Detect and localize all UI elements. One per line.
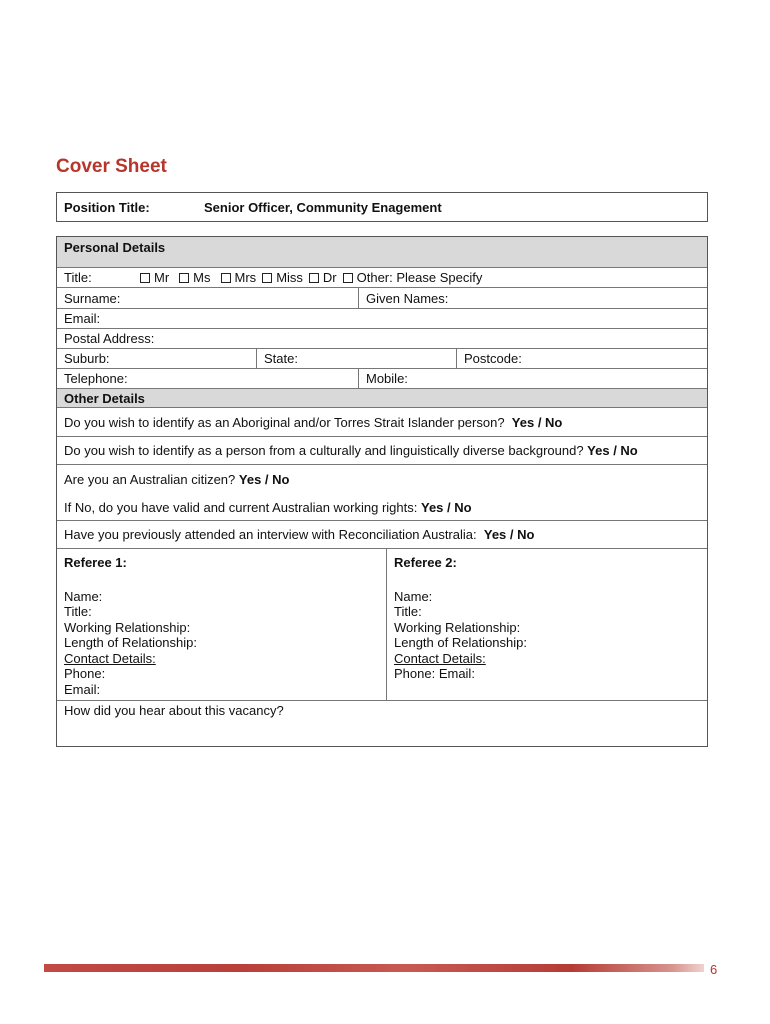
- spacer: [64, 571, 379, 589]
- referee-2-name: Name:: [394, 588, 433, 604]
- question-citizen-text: [57, 465, 707, 493]
- referee-1-title: Title:: [64, 604, 92, 619]
- checkbox-icon[interactable]: [343, 273, 353, 283]
- yes-no-answer[interactable]: Yes / No: [483, 527, 535, 542]
- referee-1-phone: Phone:: [64, 666, 106, 681]
- referee-2-header: Referee 2:: [394, 555, 457, 570]
- application-form: [56, 236, 708, 747]
- question-aboriginal: [57, 407, 707, 436]
- given-names-field[interactable]: Given Names:: [358, 288, 707, 308]
- title-option-dr[interactable]: Dr: [303, 270, 337, 285]
- checkbox-icon[interactable]: [179, 273, 189, 283]
- postal-address-field[interactable]: Postal Address:: [64, 331, 155, 346]
- title-option-other[interactable]: Other: Please Specify: [337, 270, 483, 285]
- referee-2-working: Working Relationship:: [394, 619, 521, 635]
- referee-1-length: Length of Relationship:: [64, 635, 197, 650]
- position-title-value: Senior Officer, Community Enagement: [204, 199, 442, 215]
- title-field: [57, 268, 707, 287]
- yes-no-answer[interactable]: Yes / No: [420, 499, 472, 515]
- question-text: Are you an Australian citizen?: [64, 471, 236, 487]
- checkbox-icon[interactable]: [262, 273, 272, 283]
- question-text: Do you wish to identify as an Aboriginal and/or Torres Strait Islander person?: [64, 414, 505, 430]
- referees-row: [57, 548, 707, 700]
- title-row: [57, 267, 707, 287]
- referee-1-header: Referee 1:: [64, 555, 127, 570]
- question-interview-text: [57, 521, 707, 548]
- referee-2-contact: Contact Details:: [394, 650, 486, 666]
- position-title-box: [56, 192, 708, 222]
- position-title-label: Position Title:: [64, 199, 150, 215]
- checkbox-icon[interactable]: [140, 273, 150, 283]
- referee-1-email: Email:: [64, 681, 101, 697]
- question-cald-text: [57, 437, 707, 464]
- referee-2-title: Title:: [394, 604, 422, 619]
- other-details-title: Other Details: [64, 390, 145, 406]
- postcode-field[interactable]: Postcode:: [456, 349, 707, 368]
- phone-row: [57, 368, 707, 388]
- referee-2[interactable]: [386, 549, 707, 700]
- footer-decoration: [44, 964, 704, 972]
- vacancy-row: [57, 700, 707, 746]
- referee-1-name: Name:: [64, 588, 103, 604]
- email-row: [57, 308, 707, 328]
- vacancy-field[interactable]: How did you hear about this vacancy?: [64, 703, 284, 718]
- referee-1[interactable]: [57, 549, 386, 700]
- location-row: [57, 348, 707, 368]
- page-title: Cover Sheet: [56, 156, 167, 177]
- mobile-field[interactable]: Mobile:: [358, 369, 707, 388]
- personal-details-title: Personal Details: [64, 240, 166, 255]
- title-option-miss[interactable]: Miss: [256, 270, 303, 285]
- title-option-mr[interactable]: Mr: [134, 270, 169, 285]
- title-option-ms[interactable]: Ms: [173, 270, 210, 285]
- question-text: If No, do you have valid and current Australian working rights:: [64, 499, 418, 515]
- question-aboriginal-text: [57, 408, 707, 436]
- telephone-field[interactable]: Telephone:: [64, 371, 128, 386]
- page-number: 6: [710, 962, 718, 977]
- referee-1-working: Working Relationship:: [64, 619, 191, 635]
- question-citizenship: [57, 464, 707, 520]
- referee-2-phone-email: Phone: Email:: [394, 666, 475, 681]
- checkbox-icon[interactable]: [221, 273, 231, 283]
- postal-address-row: [57, 328, 707, 348]
- name-row: [57, 287, 707, 308]
- referee-1-contact: Contact Details:: [64, 650, 156, 666]
- state-field[interactable]: State:: [256, 349, 456, 368]
- title-label: Title:: [64, 270, 92, 285]
- yes-no-answer[interactable]: Yes / No: [587, 443, 638, 458]
- other-details-header: [57, 388, 707, 407]
- yes-no-answer[interactable]: Yes / No: [238, 471, 290, 487]
- title-option-mrs[interactable]: Mrs: [215, 270, 257, 285]
- question-text: Have you previously attended an interview with Reconciliation Australia:: [64, 527, 477, 542]
- personal-details-header: [57, 237, 707, 267]
- checkbox-icon[interactable]: [309, 273, 319, 283]
- question-working-rights-text: [57, 493, 707, 521]
- referee-2-length: Length of Relationship:: [394, 635, 527, 650]
- email-field[interactable]: Email:: [64, 311, 101, 326]
- suburb-field[interactable]: Suburb:: [64, 351, 110, 366]
- surname-field[interactable]: Surname:: [64, 290, 121, 306]
- question-interview: [57, 520, 707, 548]
- question-cald: [57, 436, 707, 464]
- spacer: [394, 571, 700, 589]
- question-text: Do you wish to identify as a person from a culturally and linguistically diverse background?: [64, 443, 584, 458]
- yes-no-answer[interactable]: Yes / No: [511, 414, 563, 430]
